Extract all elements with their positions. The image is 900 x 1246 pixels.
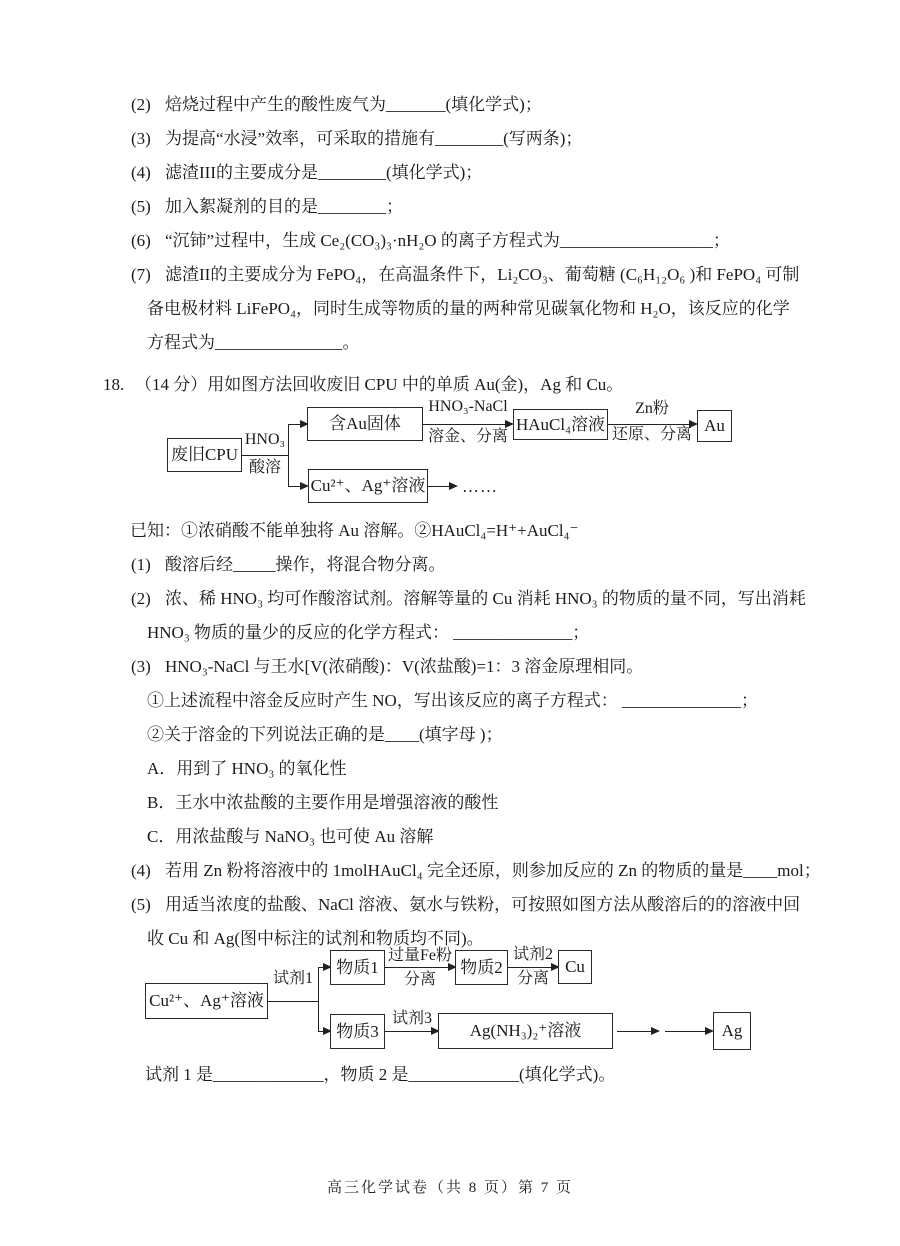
item-text: 滤渣III的主要成分是________(填化学式)； <box>165 163 483 182</box>
q17-item-3 <box>100 122 800 156</box>
option-c: C．用浓盐酸与 NaNO₃ 也可使 Au 溶解 <box>147 827 434 846</box>
item-text-line2: 收 Cu 和 Ag(图中标注的试剂和物质均不同)。 <box>147 929 484 948</box>
q17-item-5 <box>100 190 800 224</box>
item-number: (2) <box>131 589 151 608</box>
arrow-label-separate2: 分离 <box>516 970 549 987</box>
q18-item-3 <box>100 650 800 854</box>
arrow-intermediate-1 <box>617 1031 658 1032</box>
arrow-to-substance3 <box>318 1031 330 1032</box>
flow-branch-line <box>318 967 319 1031</box>
item-text: 酸溶后经_____操作，将混合物分离。 <box>165 555 446 574</box>
item-number: (4) <box>131 163 151 182</box>
flow-line <box>268 1001 318 1002</box>
arrow-label-separate1: 分离 <box>403 971 436 988</box>
arrow-reagent3 <box>385 1031 438 1032</box>
arrow-label-dissolve-separate: 溶金、分离 <box>427 428 508 445</box>
arrow-label-acid-dissolve: 酸溶 <box>248 459 281 476</box>
q17-item-4 <box>100 156 800 190</box>
item-text-line2: 备电极材料 LiFePO₄，同时生成等物质的量的两种常见碳氧化物和 H₂O，该反应的化学 <box>147 299 790 318</box>
option-a: A．用到了 HNO₃ 的氧化性 <box>147 759 347 778</box>
box-substance3: 物质3 <box>330 1014 385 1049</box>
item-text: 加入絮凝剂的目的是________； <box>165 197 403 216</box>
item-number: (1) <box>131 555 151 574</box>
arrow-intermediate-2 <box>665 1031 712 1032</box>
item-number: (7) <box>131 265 151 284</box>
item-number: (5) <box>131 197 151 216</box>
q18-item-1 <box>100 548 800 582</box>
box-waste-cpu: 废旧CPU <box>167 438 242 472</box>
item-text-line2: HNO₃ 物质的量少的反应的化学方程式： ______________； <box>147 623 590 642</box>
arrow-label-zn-powder: Zn粉 <box>635 400 669 417</box>
box-substance1: 物质1 <box>330 950 385 985</box>
arrow-label-reagent3: 试剂3 <box>391 1010 432 1027</box>
arrow-zn-reduce <box>608 424 696 425</box>
box-cu: Cu <box>558 950 592 984</box>
box-ag: Ag <box>713 1012 751 1050</box>
item-text: 用适当浓度的盐酸、NaCl 溶液、氨水与铁粉，可按照如图方法从酸溶后的的溶液中回 <box>165 895 801 914</box>
arrow-label-excess-fe: 过量Fe粉 <box>387 947 452 964</box>
question-title: （14 分）用如图方法回收废旧 CPU 中的单质 Au(金)，Ag 和 Cu。 <box>135 375 624 394</box>
box-au: Au <box>697 410 732 442</box>
q18-item-5 <box>100 888 800 956</box>
arrow-dissolve-gold <box>423 424 512 425</box>
q18-item-2 <box>100 582 806 650</box>
item-text-line3: 方程式为_______________。 <box>147 333 360 352</box>
box-cuag-solution: Cu²⁺、Ag⁺溶液 <box>308 469 428 503</box>
q18-item-4 <box>100 854 821 888</box>
arrow-label-hno3-nacl: HNO₃-NaCl <box>428 398 508 415</box>
arrow-to-dots <box>428 486 456 487</box>
arrow-label-reagent1: 试剂1 <box>272 970 313 987</box>
box-cuag-solution: Cu²⁺、Ag⁺溶液 <box>145 983 268 1019</box>
arrow-to-cuag-solution <box>288 486 307 487</box>
arrow-label-reagent2: 试剂2 <box>512 946 553 963</box>
item-text: 滤渣II的主要成分为 FePO₄，在高温条件下，Li₂CO₃、葡萄糖 (C₆H₁₂O₆ )和 FePO₄ 可制 <box>165 265 800 284</box>
flow-diagram-cpu-recycle <box>100 398 800 514</box>
option-b: B．王水中浓盐酸的主要作用是增强溶液的酸性 <box>147 793 499 812</box>
page-footer: 高三化学试卷（共 8 页）第 7 页 <box>326 1180 573 1196</box>
box-agnh3-solution: Ag(NH₃)₂⁺溶液 <box>438 1013 613 1049</box>
item-text: 为提高“水浸”效率，可采取的措施有________(写两条)； <box>165 129 583 148</box>
item-number: (6) <box>131 231 151 250</box>
box-au-solid: 含Au固体 <box>307 407 423 441</box>
item-number: (4) <box>131 861 151 880</box>
arrow-label-hno3: HNO₃ <box>244 431 286 448</box>
item-number: (5) <box>131 895 151 914</box>
page-content <box>100 88 821 1092</box>
item-number: (3) <box>131 129 151 148</box>
fill-in-line: 试剂 1 是_____________，物质 2 是_____________(填化学式)。 <box>145 1065 616 1084</box>
ellipsis: …… <box>462 477 498 496</box>
item-text: 浓、稀 HNO₃ 均可作酸溶试剂。溶解等量的 Cu 消耗 HNO₃ 的物质的量不同，写出消耗 <box>165 589 806 608</box>
arrow-to-au-solid <box>288 424 307 425</box>
question-number: 18. <box>103 375 125 394</box>
q17-item-6 <box>100 224 800 258</box>
item-number: (2) <box>131 95 151 114</box>
subitem-1: ①上述流程中溶金反应时产生 NO，写出该反应的离子方程式： ______________； <box>147 691 759 710</box>
subitem-2: ②关于溶金的下列说法正确的是____(填字母 )； <box>147 725 503 744</box>
item-text: 焙烧过程中产生的酸性废气为_______(填化学式)； <box>165 95 542 114</box>
flow-branch-line <box>288 424 289 486</box>
q17-item-7 <box>100 258 800 360</box>
q17-item-2 <box>100 88 800 122</box>
arrow-excess-fe <box>385 967 455 968</box>
q18-header <box>100 368 800 402</box>
arrow-reagent2 <box>508 967 558 968</box>
item-text: HNO₃-NaCl 与王水[V(浓硝酸)：V(浓盐酸)=1：3 溶金原理相同。 <box>165 657 644 676</box>
known-facts: 已知：①浓硝酸不能单独将 Au 溶解。②HAuCl₄=H⁺+AuCl₄⁻ <box>130 521 579 540</box>
flow-line <box>242 455 288 456</box>
arrow-label-reduce-separate: 还原、分离 <box>611 426 692 443</box>
item-text: “沉铈”过程中，生成 Ce₂(CO₃)₃·nH₂O 的离子方程式为__________________； <box>165 231 730 250</box>
arrow-to-substance1 <box>318 967 330 968</box>
box-haucl4-solution: HAuCl₄溶液 <box>513 409 608 440</box>
item-number: (3) <box>131 657 151 676</box>
item-text: 若用 Zn 粉将溶液中的 1molHAuCl₄ 完全还原，则参加反应的 Zn 的物质的量是____mol； <box>165 861 821 880</box>
flow-diagram-cu-ag-recovery <box>100 946 800 1058</box>
box-substance2: 物质2 <box>455 950 508 985</box>
